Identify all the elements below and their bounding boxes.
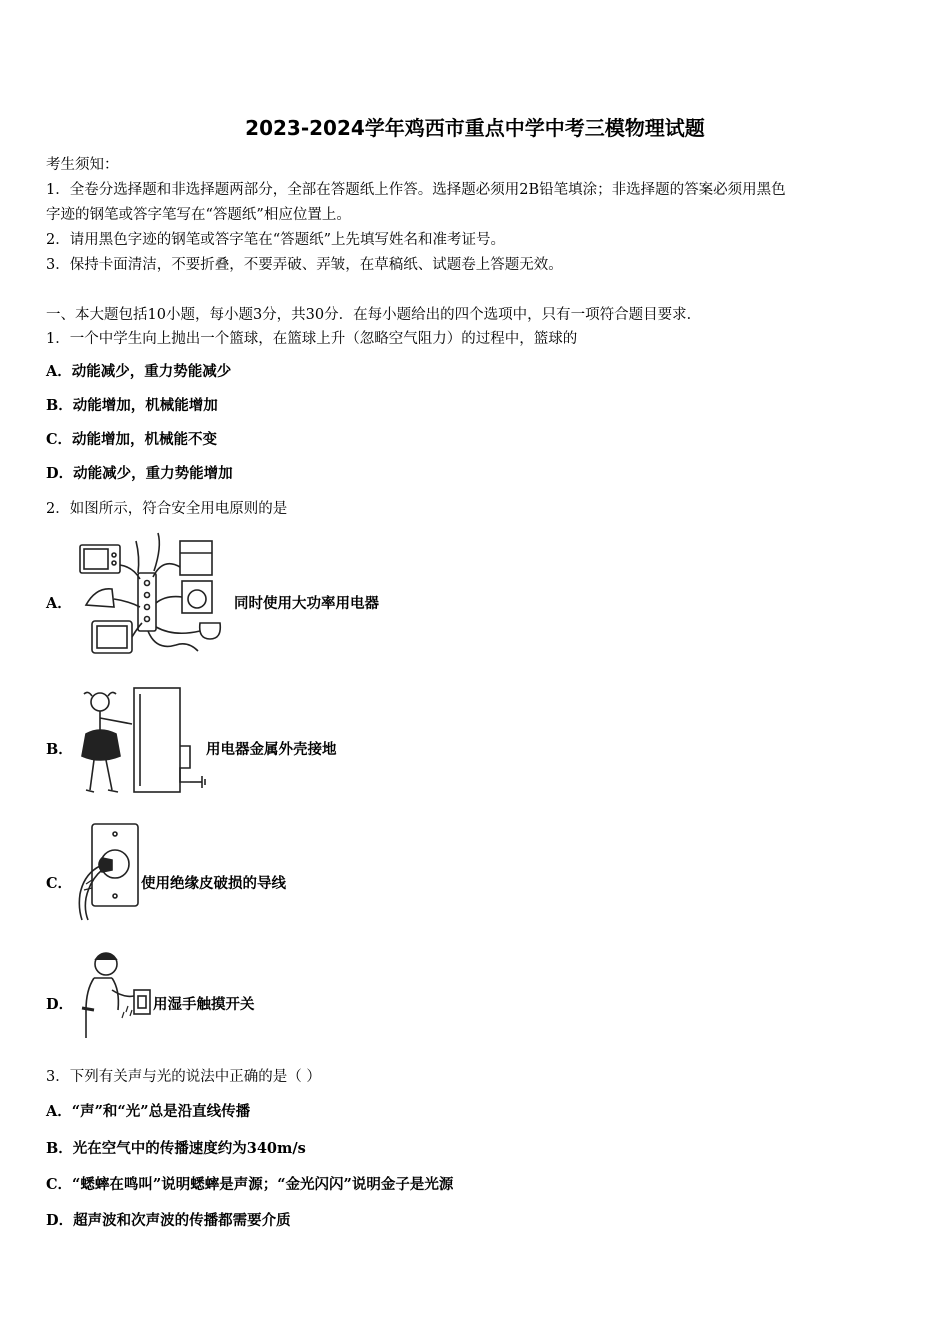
notice-item-1-cont: 字迹的钢笔或答字笔写在“答题纸”相应位置上。 [46,207,351,223]
question-1-stem: 1．一个中学生向上抛出一个篮球，在篮球上升（忽略空气阻力）的过程中，篮球的 [46,331,578,347]
question-2-option-c-text: 使用绝缘皮破损的导线 [141,875,286,892]
question-2-stem: 2．如图所示，符合安全用电原则的是 [46,501,288,517]
appliances-overload-illustration [78,527,233,662]
page-title: 2023-2024学年鸡西市重点中学中考三模物理试题 [245,116,705,140]
question-3-option-c: C．“蟋蟀在鸣叫”说明蟋蟀是声源；“金光闪闪”说明金子是光源 [46,1176,454,1193]
question-3-option-d: D．超声波和次声波的传播都需要介质 [46,1212,291,1229]
question-1-option-d: D．动能减少，重力势能增加 [46,465,233,482]
question-2-option-a-letter: A． [46,595,72,612]
question-3-option-a: A．“声”和“光”总是沿直线传播 [46,1103,251,1120]
question-3-option-b: B．光在空气中的传播速度约为340m/s [46,1140,306,1157]
section-heading: 一、本大题包括10小题，每小题3分，共30分．在每小题给出的四个选项中，只有一项符合题目要求． [46,307,702,323]
question-2-option-b-text: 用电器金属外壳接地 [206,741,337,758]
notice-item-1: 1．全卷分选择题和非选择题两部分，全部在答题纸上作答。选择题必须用2B铅笔填涂；非选择题的答案必须用黑色 [46,182,786,198]
grounded-appliance-illustration [78,686,208,798]
notice-item-3: 3．保持卡面清洁，不要折叠，不要弄破、弄皱，在草稿纸、试题卷上答题无效。 [46,257,563,273]
question-1-option-c: C．动能增加，机械能不变 [46,431,218,448]
question-3-stem: 3．下列有关声与光的说法中正确的是（ ） [46,1069,321,1085]
question-1-option-a: A．动能减少，重力势能减少 [46,363,232,380]
question-1-option-b: B．动能增加，机械能增加 [46,397,218,414]
question-2-option-a-text: 同时使用大功率用电器 [234,595,379,612]
notice-heading: 考生须知： [46,157,119,173]
question-2-option-d-text: 用湿手触摸开关 [153,996,255,1013]
damaged-wire-illustration [72,822,142,922]
wet-hand-switch-illustration [72,950,152,1045]
notice-item-2: 2．请用黑色字迹的钢笔或答字笔在“答题纸”上先填写姓名和准考证号。 [46,232,506,248]
question-2-option-b-letter: B． [46,741,73,758]
question-2-option-c-letter: C． [46,875,73,892]
question-2-option-d-letter: D． [46,996,74,1013]
